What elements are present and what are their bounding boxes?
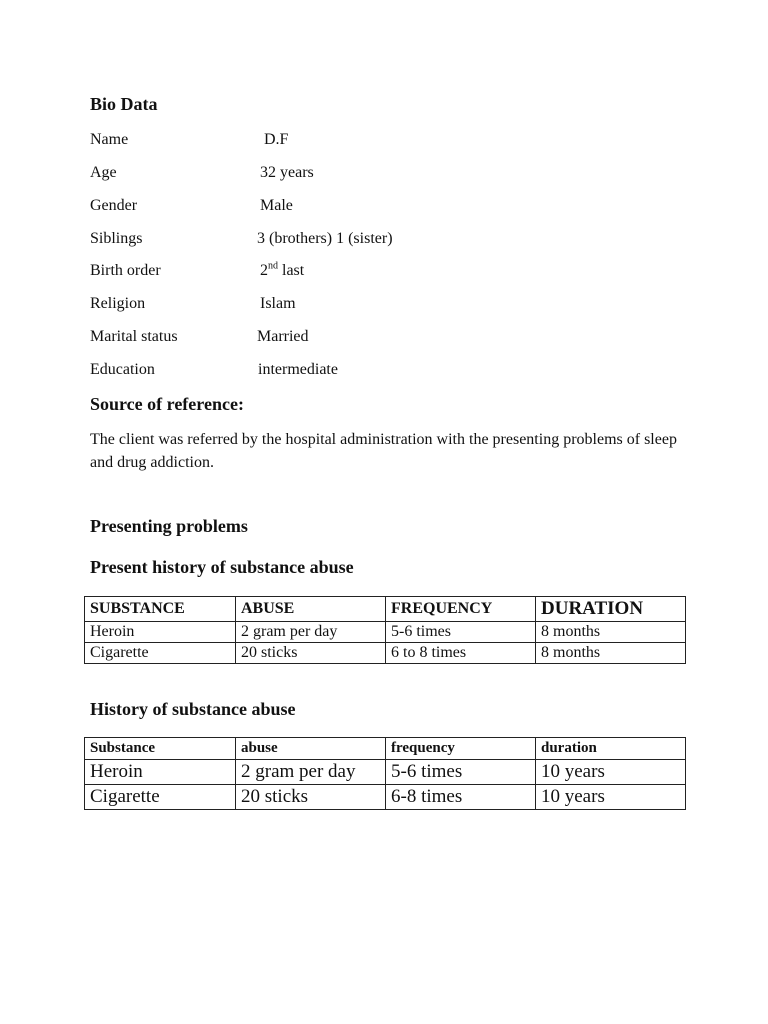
bio-label-marital-status: Marital status: [90, 328, 178, 345]
column-header: DURATION: [536, 597, 686, 622]
bio-data-heading: Bio Data: [90, 94, 158, 114]
bio-label-birth-order: Birth order: [90, 262, 161, 279]
table-cell: Heroin: [85, 622, 236, 643]
bio-value-age: 32 years: [260, 164, 314, 181]
past-history-heading: History of substance abuse: [90, 699, 296, 719]
table-cell: 20 sticks: [236, 785, 386, 810]
present-history-heading: Present history of substance abuse: [90, 557, 354, 577]
column-header: duration: [536, 738, 686, 760]
birth-order-rest: last: [278, 262, 305, 279]
table-header-row: [85, 597, 686, 622]
bio-value-marital-status: Married: [257, 328, 309, 345]
table-cell: 5-6 times: [386, 622, 536, 643]
reference-heading: Source of reference:: [90, 394, 244, 414]
table-cell: Heroin: [85, 760, 236, 785]
table-cell: 2 gram per day: [236, 760, 386, 785]
table-cell: Cigarette: [85, 785, 236, 810]
table-header-row: [85, 738, 686, 760]
bio-label-siblings: Siblings: [90, 230, 143, 247]
birth-order-number: 2: [260, 262, 268, 279]
table-row: [85, 643, 686, 664]
past-history-table: [84, 737, 686, 810]
column-header: abuse: [236, 738, 386, 760]
bio-value-siblings: 3 (brothers) 1 (sister): [257, 230, 393, 247]
column-header: FREQUENCY: [386, 597, 536, 622]
bio-label-religion: Religion: [90, 295, 146, 312]
table-row: [85, 760, 686, 785]
bio-label-name: Name: [90, 131, 129, 148]
table-cell: 8 months: [536, 643, 686, 664]
table-cell: 6-8 times: [386, 785, 536, 810]
bio-value-name: D.F: [264, 131, 289, 148]
table-cell: Cigarette: [85, 643, 236, 664]
bio-value-education: intermediate: [258, 361, 338, 378]
table-row: [85, 785, 686, 810]
table-row: [85, 622, 686, 643]
bio-label-age: Age: [90, 164, 117, 181]
column-header: SUBSTANCE: [85, 597, 236, 622]
table-cell: 10 years: [536, 760, 686, 785]
table-cell: 2 gram per day: [236, 622, 386, 643]
reference-paragraph: The client was referred by the hospital administration with the presenting problems of sleep and drug addiction.: [90, 431, 677, 471]
presenting-problems-heading: Presenting problems: [90, 516, 248, 536]
table-cell: 8 months: [536, 622, 686, 643]
bio-label-gender: Gender: [90, 197, 138, 214]
bio-value-religion: Islam: [260, 295, 296, 312]
bio-label-education: Education: [90, 361, 155, 378]
bio-value-birth-order: [260, 261, 304, 281]
bio-value-gender: Male: [260, 197, 293, 214]
table-cell: 20 sticks: [236, 643, 386, 664]
column-header: Substance: [85, 738, 236, 760]
column-header: frequency: [386, 738, 536, 760]
birth-order-suffix: nd: [268, 260, 278, 272]
present-history-table: [84, 596, 686, 664]
table-cell: 10 years: [536, 785, 686, 810]
column-header: ABUSE: [236, 597, 386, 622]
table-cell: 5-6 times: [386, 760, 536, 785]
table-cell: 6 to 8 times: [386, 643, 536, 664]
